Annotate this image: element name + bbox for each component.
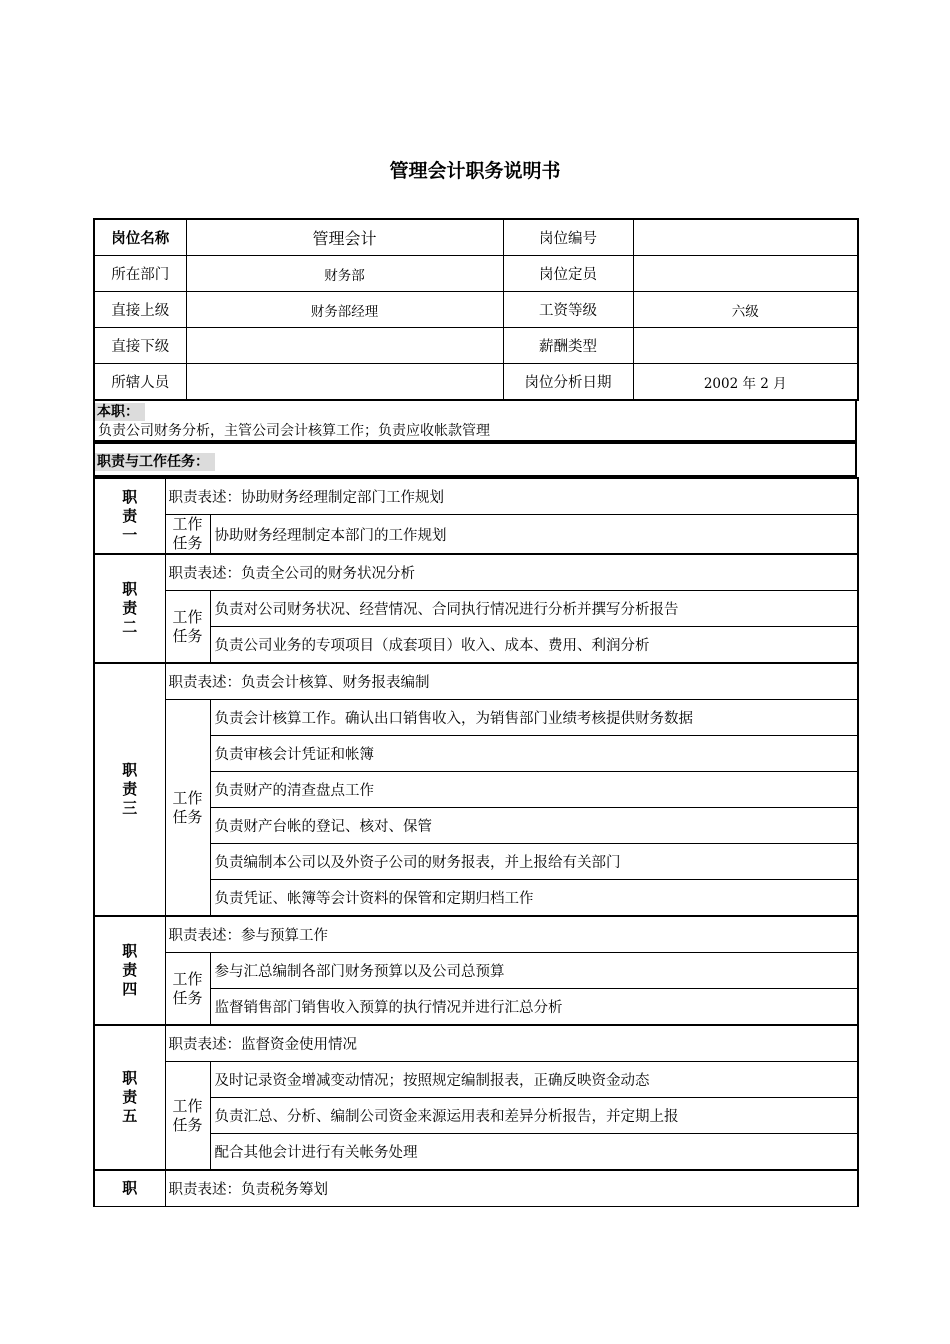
page-title: 管理会计职务说明书 [389,160,561,182]
info-value [186,328,503,364]
task-item: 负责审核会计凭证和帐簿 [210,736,858,772]
task-row [94,1062,858,1098]
core-duty-section [93,400,857,442]
task-label: 工作任务 [165,591,210,664]
info-row [94,292,858,328]
info-label: 所在部门 [94,256,186,292]
info-row [94,364,858,401]
duty-label: 职责五 [94,1025,165,1170]
duty-label: 职 [94,1170,165,1207]
duty-statement-row [94,1170,858,1207]
duty-statement: 职责表述：监督资金使用情况 [165,1025,858,1062]
info-label: 工资等级 [503,292,633,328]
info-label: 岗位定员 [503,256,633,292]
info-label: 薪酬类型 [503,328,633,364]
info-value [633,328,858,364]
duty-statement: 职责表述：负责会计核算、财务报表编制 [165,663,858,700]
task-item: 及时记录资金增减变动情况；按照规定编制报表，正确反映资金动态 [210,1062,858,1098]
info-label: 岗位分析日期 [503,364,633,401]
task-row [94,591,858,627]
duty-statement: 职责表述：负责全公司的财务状况分析 [165,554,858,591]
task-item: 监督销售部门销售收入预算的执行情况并进行汇总分析 [210,989,858,1026]
info-label: 所辖人员 [94,364,186,401]
duty-label: 职责二 [94,554,165,663]
task-item: 负责财产的清查盘点工作 [210,772,858,808]
info-value [633,256,858,292]
duty-statement: 职责表述：负责税务筹划 [165,1170,858,1207]
info-value: 财务部经理 [186,292,503,328]
info-label: 直接上级 [94,292,186,328]
duty-statement: 职责表述：协助财务经理制定部门工作规划 [165,478,858,515]
task-item: 参与汇总编制各部门财务预算以及公司总预算 [210,953,858,989]
task-item: 负责财产台帐的登记、核对、保管 [210,808,858,844]
duty-statement: 职责表述：参与预算工作 [165,916,858,953]
duty-statement-row [94,478,858,515]
task-item: 负责凭证、帐簿等会计资料的保管和定期归档工作 [210,880,858,917]
duties-table [93,477,859,1207]
core-duty-text: 负责公司财务分析，主管公司会计核算工作；负责应收帐款管理 [98,423,490,439]
info-label: 直接下级 [94,328,186,364]
duties-header: 职责与工作任务： [95,453,215,471]
info-value: 财务部 [186,256,503,292]
task-label: 工作任务 [165,953,210,1026]
task-item: 负责会计核算工作。确认出口销售收入，为销售部门业绩考核提供财务数据 [210,700,858,736]
duty-label: 职责四 [94,916,165,1025]
task-row [94,700,858,736]
task-item: 负责汇总、分析、编制公司资金来源运用表和差异分析报告，并定期上报 [210,1098,858,1134]
task-label: 工作任务 [165,700,210,917]
duty-statement-row [94,916,858,953]
duty-statement-row [94,663,858,700]
task-row [94,515,858,555]
task-label: 工作任务 [165,515,210,555]
basic-info-table [93,218,859,401]
info-label: 岗位编号 [503,219,633,256]
info-value: 六级 [633,292,858,328]
info-label: 岗位名称 [94,219,186,256]
task-item: 负责编制本公司以及外资子公司的财务报表，并上报给有关部门 [210,844,858,880]
task-item: 负责对公司财务状况、经营情况、合同执行情况进行分析并撰写分析报告 [210,591,858,627]
info-value [633,219,858,256]
info-value: 2002 年 2 月 [633,364,858,401]
duty-statement-row [94,554,858,591]
duty-label: 职责三 [94,663,165,916]
info-row [94,256,858,292]
task-item: 负责公司业务的专项项目（成套项目）收入、成本、费用、利润分析 [210,627,858,664]
info-row [94,328,858,364]
info-value [186,364,503,401]
duties-header-section [93,442,857,477]
task-item: 协助财务经理制定本部门的工作规划 [210,515,858,555]
info-row [94,219,858,256]
task-label: 工作任务 [165,1062,210,1171]
core-duty-label: 本职： [95,403,145,421]
info-value: 管理会计 [186,219,503,256]
task-item: 配合其他会计进行有关帐务处理 [210,1134,858,1171]
duty-statement-row [94,1025,858,1062]
task-row [94,953,858,989]
duty-label: 职责一 [94,478,165,554]
